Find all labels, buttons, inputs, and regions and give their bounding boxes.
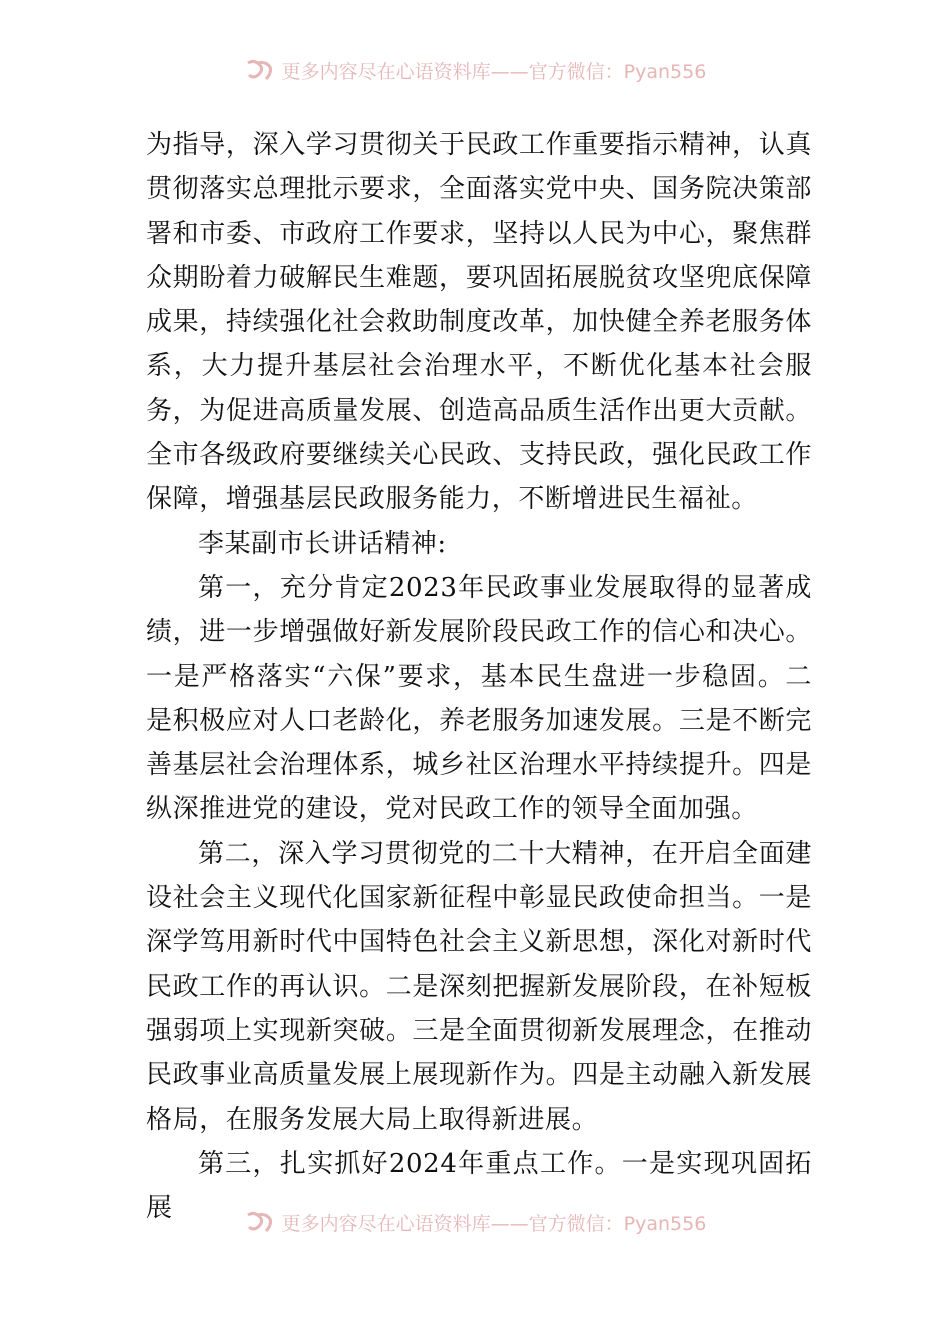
watermark-logo-icon bbox=[244, 1209, 274, 1235]
watermark-logo-icon bbox=[244, 57, 274, 83]
paragraph-5: 第三，扎实抓好2024年重点工作。一是实现巩固拓展 bbox=[146, 1148, 812, 1224]
paragraph-2: 李某副市长讲话精神: bbox=[198, 528, 447, 559]
watermark-footer bbox=[0, 1207, 950, 1237]
paragraph-3: 第一，充分肯定2023年民政事业发展取得的显著成绩，进一步增强做好新发展阶段民政工作的信心和决心。一是严格落实“六保”要求，基本民生盘进一步稳固。二是积极应对人口老龄化，养老服务加速发展。三是不断完善基层社会治理体系，城乡社区治理水平持续提升。四是纵深推进党的建设，党对民政工作的领导全面加强。 bbox=[146, 572, 812, 825]
paragraph-4: 第二，深入学习贯彻党的二十大精神，在开启全面建设社会主义现代化国家新征程中彰显民政使命担当。一是深学笃用新时代中国特色社会主义新思想，深化对新时代民政工作的再认识。二是深刻把握新发展阶段，在补短板强弱项上实现新突破。三是全面贯彻新发展理念，在推动民政事业高质量发展上展现新作为。四是主动融入新发展格局，在服务发展大局上取得新进展。 bbox=[146, 838, 812, 1135]
watermark-text: 更多内容尽在心语资料库——官方微信：Pyan556 bbox=[281, 1212, 707, 1235]
paragraph-1: 为指导，深入学习贯彻关于民政工作重要指示精神，认真贯彻落实总理批示要求，全面落实党中央、国务院决策部署和市委、市政府工作要求，坚持以人民为中心，聚焦群众期盼着力破解民生难题，要巩固拓展脱贫攻坚兜底保障成果，持续强化社会救助制度改革，加快健全养老服务体系，大力提升基层社会治理水平，不断优化基本社会服务，为促进高质量发展、创造高品质生活作出更大贡献。全市各级政府要继续关心民政、支持民政，强化民政工作保障，增强基层民政服务能力，不断增进民生福祉。 bbox=[146, 130, 812, 515]
document-body bbox=[146, 123, 812, 1230]
watermark-text: 更多内容尽在心语资料库——官方微信：Pyan556 bbox=[281, 60, 707, 83]
watermark-header bbox=[0, 55, 950, 85]
